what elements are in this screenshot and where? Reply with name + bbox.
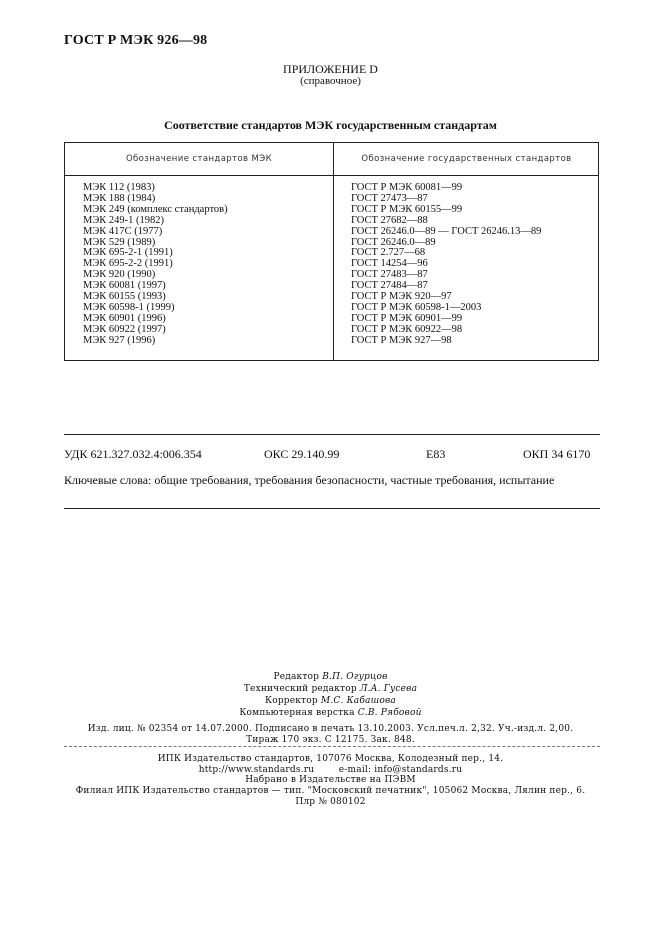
header-iec: Обозначение стандартов МЭК <box>125 154 273 164</box>
layout-line: Компьютерная верстка С.В. Рябовой <box>239 708 422 718</box>
group-code: Е83 <box>426 447 446 461</box>
gost-standard-cell: ГОСТ 27682—88 <box>351 214 428 226</box>
iec-standard-cell: МЭК 927 (1996) <box>83 334 156 346</box>
typeset-line: Набрано в Издательстве на ПЭВМ <box>245 775 416 785</box>
header-divider <box>65 175 598 176</box>
print-run-line: Тираж 170 экз. С 12175. Зак. 848. <box>246 735 415 745</box>
gost-standard-cell: ГОСТ Р МЭК 60598-1—2003 <box>351 301 482 313</box>
gost-standard-cell: ГОСТ Р МЭК 60901—99 <box>351 312 463 324</box>
correspondence-table <box>64 142 599 361</box>
document-code: ГОСТ Р МЭК 926—98 <box>64 33 208 48</box>
gost-standard-cell: ГОСТ 27484—87 <box>351 280 428 292</box>
iec-standard-cell: МЭК 60922 (1997) <box>83 323 166 335</box>
table-title: Соответствие стандартов МЭК государственным стандартам <box>164 118 497 132</box>
publisher-line: ИПК Издательство стандартов, 107076 Москва, Колодезный пер., 14. <box>157 754 504 764</box>
iec-column <box>83 183 228 347</box>
iec-standard-cell: МЭК 695-2-2 (1991) <box>83 258 173 270</box>
gost-standard-cell: ГОСТ Р МЭК 60081—99 <box>351 182 463 193</box>
gost-standard-cell: ГОСТ Р МЭК 927—98 <box>351 334 452 346</box>
corrector-line: Корректор М.С. Кабашова <box>265 696 396 706</box>
appendix-subtitle: (справочное) <box>300 75 361 87</box>
iec-standard-cell: МЭК 249-1 (1982) <box>83 214 165 226</box>
gost-standard-cell: ГОСТ 27483—87 <box>351 269 428 281</box>
license-line: Изд. лиц. № 02354 от 14.07.2000. Подписано в печать 13.10.2003. Усл.печ.л. 2,32. Уч.-изд.л. 2,00. <box>87 724 574 734</box>
keywords: Ключевые слова: общие требования, требования безопасности, частные требования, испытание <box>64 473 555 487</box>
udk-code: УДК 621.327.032.4:006.354 <box>64 447 202 461</box>
header-gost: Обозначение государственных стандартов <box>361 154 572 164</box>
iec-standard-cell: МЭК 188 (1984) <box>83 192 156 204</box>
gost-standard-cell: ГОСТ Р МЭК 920—97 <box>351 291 452 303</box>
editor-line: Редактор В.П. Огурцов <box>273 672 388 682</box>
okp-code: ОКП 34 6170 <box>523 447 591 461</box>
gost-column <box>351 183 541 347</box>
gost-standard-cell: ГОСТ 2.727—68 <box>351 247 426 259</box>
branch-line: Филиал ИПК Издательство стандартов — тип. "Московский печатник", 105062 Москва, Лялин пер., 6. <box>75 786 586 796</box>
gost-standard-cell: ГОСТ 14254—96 <box>351 258 428 270</box>
gost-standard-cell: ГОСТ 26246.0—89 — ГОСТ 26246.13—89 <box>351 225 542 237</box>
bottom-rule <box>64 508 600 509</box>
top-rule <box>64 434 600 435</box>
gost-standard-cell: ГОСТ Р МЭК 60922—98 <box>351 323 463 335</box>
tech-editor-line: Технический редактор Л.А. Гусева <box>243 684 418 694</box>
gost-standard-cell: ГОСТ 27473—87 <box>351 192 428 204</box>
gost-standard-cell: ГОСТ 26246.0—89 <box>351 236 436 248</box>
iec-standard-cell: МЭК 529 (1989) <box>83 236 156 248</box>
plr-line: Плр № 080102 <box>295 797 366 807</box>
dashed-separator <box>64 746 600 747</box>
iec-standard-cell: МЭК 60598-1 (1999) <box>83 301 175 313</box>
iec-standard-cell: МЭК 920 (1990) <box>83 269 156 281</box>
iec-standard-cell: МЭК 695-2-1 (1991) <box>83 247 173 259</box>
gost-standard-cell: ГОСТ Р МЭК 60155—99 <box>351 203 463 215</box>
iec-standard-cell: МЭК 60901 (1996) <box>83 312 166 324</box>
iec-standard-cell: МЭК 417С (1977) <box>83 225 163 237</box>
appendix-title: ПРИЛОЖЕНИЕ D <box>283 62 378 76</box>
oks-code: ОКС 29.140.99 <box>264 447 340 461</box>
iec-standard-cell: МЭК 60155 (1993) <box>83 291 166 303</box>
iec-standard-cell: МЭК 112 (1983) <box>83 182 155 193</box>
iec-standard-cell: МЭК 60081 (1997) <box>83 280 166 292</box>
iec-standard-cell: МЭК 249 (комплекс стандартов) <box>83 203 228 215</box>
web-line: http://www.standards.ru e-mail: info@standards.ru <box>198 765 463 775</box>
